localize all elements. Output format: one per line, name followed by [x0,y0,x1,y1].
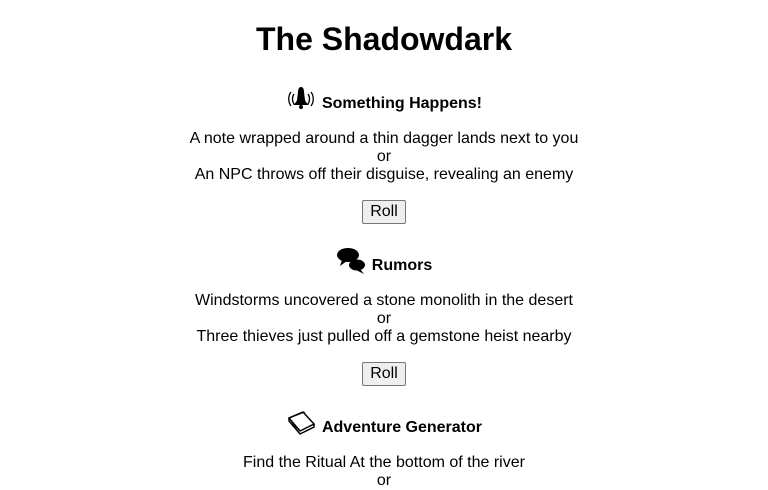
page-title: The Shadowdark [255,21,513,57]
bell-icon [286,84,316,114]
roll-result [0,292,768,346]
result-option-b: Three thieves just pulled off a gemstone heist nearby [196,328,572,345]
roll-button[interactable]: Roll [362,200,406,224]
roll-result [0,454,768,490]
book-icon [286,408,316,438]
roll-button[interactable]: Roll [362,362,406,386]
section-header [0,242,768,276]
roll-result [0,130,768,184]
section-title: Adventure Generator [321,419,483,436]
section-title: Something Happens! [321,95,482,112]
section-rumors [0,242,768,388]
result-option-a: A note wrapped around a thin dagger lands next to you [189,130,579,147]
result-option-a: Find the Ritual At the bottom of the river [243,454,525,471]
section-title: Rumors [371,257,433,274]
result-option-b: An NPC throws off their disguise, revealing an enemy [194,166,574,183]
section-something-happens [0,80,768,226]
section-adventure-generator [0,404,768,490]
result-or: or [376,472,392,489]
result-or: or [376,310,392,327]
result-or: or [376,148,392,165]
result-option-a: Windstorms uncovered a stone monolith in the desert [195,292,573,309]
speech-bubbles-icon [336,246,366,276]
section-header [0,80,768,114]
section-header [0,404,768,438]
